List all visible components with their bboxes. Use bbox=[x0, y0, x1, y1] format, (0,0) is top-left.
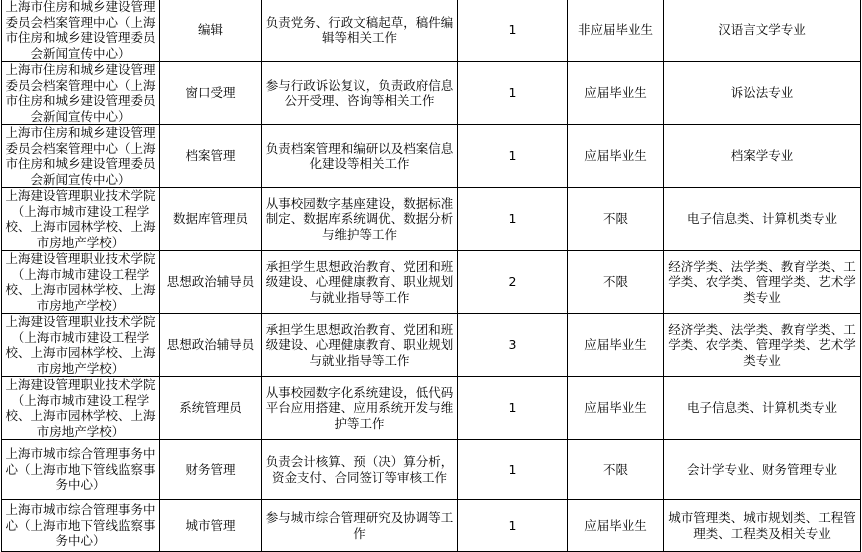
table-row bbox=[2, 314, 861, 377]
table-row bbox=[2, 0, 861, 62]
position-cell: 数据库管理员 bbox=[160, 188, 262, 251]
duty-cell: 承担学生思想政治教育、党团和班级建设、心理健康教育、职业规划与就业指导等工作 bbox=[262, 251, 458, 314]
position-cell: 思想政治辅导员 bbox=[160, 251, 262, 314]
status-cell: 应届毕业生 bbox=[568, 314, 664, 377]
status-cell: 不限 bbox=[568, 440, 664, 500]
position-cell: 档案管理 bbox=[160, 125, 262, 188]
major-cell: 汉语言文学专业 bbox=[664, 0, 861, 62]
status-cell: 应届毕业生 bbox=[568, 62, 664, 125]
major-cell: 会计学专业、财务管理专业 bbox=[664, 440, 861, 500]
unit-cell: 上海市住房和城乡建设管理委员会档案管理中心（上海市住房和城乡建设管理委员会新闻宣传中心） bbox=[2, 62, 160, 125]
job-table bbox=[1, 0, 861, 552]
unit-cell: 上海市城市综合管理事务中心（上海市地下管线监察事务中心） bbox=[2, 440, 160, 500]
major-cell: 经济学类、法学类、教育学类、工学类、农学类、管理学类、艺术学类专业 bbox=[664, 314, 861, 377]
major-cell: 档案学专业 bbox=[664, 125, 861, 188]
unit-cell: 上海建设管理职业技术学院（上海市城市建设工程学校、上海市园林学校、上海市房地产学校） bbox=[2, 251, 160, 314]
count-cell: 1 bbox=[458, 377, 568, 440]
unit-cell: 上海建设管理职业技术学院（上海市城市建设工程学校、上海市园林学校、上海市房地产学校） bbox=[2, 314, 160, 377]
duty-cell: 负责档案管理和编研以及档案信息化建设等相关工作 bbox=[262, 125, 458, 188]
count-cell: 1 bbox=[458, 62, 568, 125]
position-cell: 窗口受理 bbox=[160, 62, 262, 125]
duty-cell: 负责会计核算、预（决）算分析，资金支付、合同签订等审核工作 bbox=[262, 440, 458, 500]
major-cell: 电子信息类、计算机类专业 bbox=[664, 188, 861, 251]
status-cell: 不限 bbox=[568, 251, 664, 314]
table-row bbox=[2, 377, 861, 440]
status-cell: 非应届毕业生 bbox=[568, 0, 664, 62]
major-cell: 经济学类、法学类、教育学类、工学类、农学类、管理学类、艺术学类专业 bbox=[664, 251, 861, 314]
position-cell: 思想政治辅导员 bbox=[160, 314, 262, 377]
unit-cell: 上海市城市综合管理事务中心（上海市地下管线监察事务中心） bbox=[2, 500, 160, 552]
count-cell: 1 bbox=[458, 125, 568, 188]
unit-cell: 上海市住房和城乡建设管理委员会档案管理中心（上海市住房和城乡建设管理委员会新闻宣传中心） bbox=[2, 0, 160, 62]
position-cell: 财务管理 bbox=[160, 440, 262, 500]
status-cell: 应届毕业生 bbox=[568, 500, 664, 552]
table-row bbox=[2, 251, 861, 314]
duty-cell: 从事校园数字化系统建设，低代码平台应用搭建、应用系统开发与维护等工作 bbox=[262, 377, 458, 440]
position-cell: 编辑 bbox=[160, 0, 262, 62]
count-cell: 1 bbox=[458, 0, 568, 62]
table-row bbox=[2, 188, 861, 251]
duty-cell: 从事校园数字基座建设，数据标准制定、数据库系统调优、数据分析与维护等工作 bbox=[262, 188, 458, 251]
position-cell: 城市管理 bbox=[160, 500, 262, 552]
unit-cell: 上海建设管理职业技术学院（上海市城市建设工程学校、上海市园林学校、上海市房地产学校） bbox=[2, 188, 160, 251]
table-row bbox=[2, 440, 861, 500]
table-row bbox=[2, 125, 861, 188]
unit-cell: 上海建设管理职业技术学院（上海市城市建设工程学校、上海市园林学校、上海市房地产学校） bbox=[2, 377, 160, 440]
major-cell: 电子信息类、计算机类专业 bbox=[664, 377, 861, 440]
status-cell: 应届毕业生 bbox=[568, 125, 664, 188]
count-cell: 1 bbox=[458, 188, 568, 251]
duty-cell: 参与城市综合管理研究及协调等工作 bbox=[262, 500, 458, 552]
count-cell: 1 bbox=[458, 440, 568, 500]
table-row bbox=[2, 500, 861, 552]
status-cell: 应届毕业生 bbox=[568, 377, 664, 440]
duty-cell: 负责党务、行政文稿起草，稿件编辑等相关工作 bbox=[262, 0, 458, 62]
count-cell: 1 bbox=[458, 500, 568, 552]
major-cell: 诉讼法专业 bbox=[664, 62, 861, 125]
unit-cell: 上海市住房和城乡建设管理委员会档案管理中心（上海市住房和城乡建设管理委员会新闻宣传中心） bbox=[2, 125, 160, 188]
table-row bbox=[2, 62, 861, 125]
major-cell: 城市管理类、城市规划类、工程管理类、工程类及相关专业 bbox=[664, 500, 861, 552]
count-cell: 3 bbox=[458, 314, 568, 377]
count-cell: 2 bbox=[458, 251, 568, 314]
duty-cell: 参与行政诉讼复议，负责政府信息公开受理、咨询等相关工作 bbox=[262, 62, 458, 125]
status-cell: 不限 bbox=[568, 188, 664, 251]
duty-cell: 承担学生思想政治教育、党团和班级建设、心理健康教育、职业规划与就业指导等工作 bbox=[262, 314, 458, 377]
position-cell: 系统管理员 bbox=[160, 377, 262, 440]
